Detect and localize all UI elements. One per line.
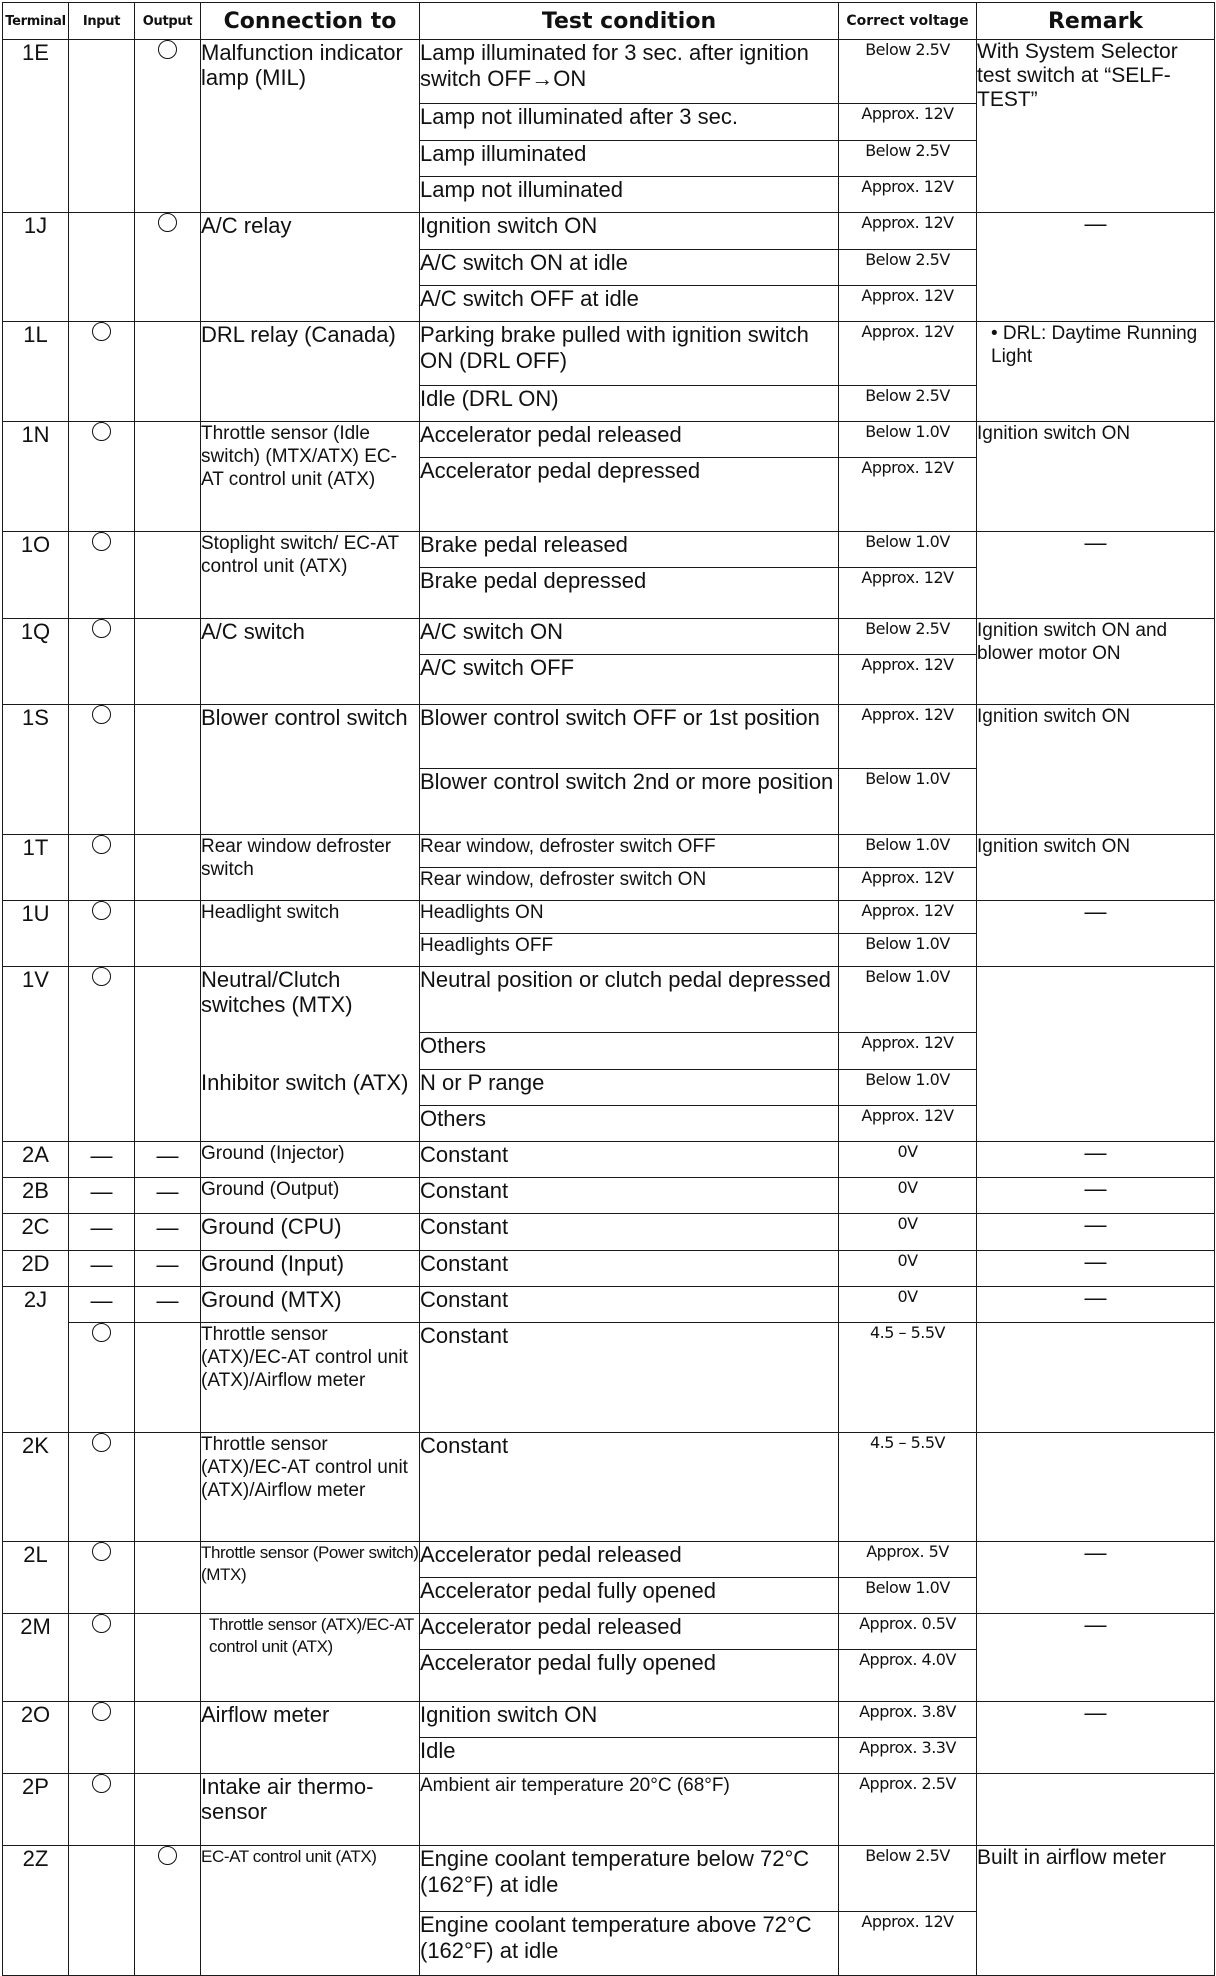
connection-cell: Inhibitor switch (ATX) [201,1070,420,1142]
input-cell [69,422,135,532]
voltage-cell: Below 2.5V [839,141,977,177]
input-dash: — [90,1252,113,1277]
test-condition-cell: Blower control switch OFF or 1st position [420,705,839,769]
voltage-cell: Below 2.5V [839,386,977,422]
remark-dash: — [1084,1140,1107,1165]
test-condition-cell: Others [420,1106,839,1142]
table-row [3,1433,1215,1542]
terminal-cell: 2C [3,1214,69,1251]
input-cell [69,1214,135,1251]
test-condition-cell: Accelerator pedal fully opened [420,1650,839,1702]
input-circle-icon [92,1774,111,1793]
header-connection: Connection to [201,3,420,40]
input-cell [69,322,135,422]
voltage-cell: Approx. 12V [839,868,977,901]
input-circle-icon [92,967,111,986]
test-condition-cell: Blower control switch 2nd or more position [420,769,839,835]
remark-cell [977,1702,1215,1774]
test-condition-cell: Constant [420,1251,839,1287]
remark-dash: — [1084,1540,1107,1565]
remark-dash: — [1084,1612,1107,1637]
header-terminal: Terminal [3,3,69,40]
terminal-cell: 2D [3,1251,69,1287]
table-row [3,1542,1215,1578]
terminal-cell: 2L [3,1542,69,1614]
connection-cell: Stoplight switch/ EC-AT control unit (ATX) [201,532,420,619]
voltage-cell: Below 2.5V [839,40,977,104]
test-condition-cell: Headlights ON [420,901,839,934]
test-condition-cell: Lamp not illuminated [420,177,839,213]
remark-cell [977,1433,1215,1542]
voltage-cell: Approx. 4.0V [839,1650,977,1702]
table-row [3,40,1215,104]
input-cell [69,1702,135,1774]
connection-cell: Throttle sensor (Idle switch) (MTX/ATX) EC-AT control unit (ATX) [201,422,420,532]
remark-cell [977,901,1215,967]
connection-cell: A/C switch [201,619,420,705]
table-row [3,422,1215,458]
voltage-cell: Below 1.0V [839,1070,977,1106]
test-condition-cell: Brake pedal released [420,532,839,568]
output-cell [135,1542,201,1614]
table-row [3,1614,1215,1650]
table-row [3,1323,1215,1433]
remark-cell: With System Selector test switch at “SELF-TEST” [977,40,1215,213]
input-dash: — [90,1215,113,1240]
table-row [3,1178,1215,1214]
test-condition-cell: Ambient air temperature 20°C (68°F) [420,1774,839,1846]
output-cell [135,422,201,532]
remark-cell [977,532,1215,619]
voltage-cell: 4.5 – 5.5V [839,1433,977,1542]
output-circle-icon [158,213,177,232]
remark-cell: Ignition switch ON [977,835,1215,901]
table-row [3,213,1215,250]
terminal-cell: 1L [3,322,69,422]
terminal-cell: 2K [3,1433,69,1542]
input-cell [69,1323,135,1433]
header-remark: Remark [977,3,1215,40]
terminal-cell: 1J [3,213,69,322]
table-row [3,1846,1215,1912]
output-dash: — [156,1288,179,1313]
terminal-cell: 2B [3,1178,69,1214]
terminal-cell: 1T [3,835,69,901]
remark-cell: Ignition switch ON and blower motor ON [977,619,1215,705]
header-correct-voltage: Correct voltage [839,3,977,40]
table-row [3,705,1215,769]
input-circle-icon [92,1614,111,1633]
terminal-cell: 2M [3,1614,69,1702]
input-circle-icon [92,1542,111,1561]
input-dash: — [90,1179,113,1204]
table-row [3,1774,1215,1846]
remark-dash: — [1084,211,1107,236]
remark-cell: Ignition switch ON [977,422,1215,532]
remark-cell [977,1287,1215,1323]
voltage-cell: 0V [839,1142,977,1178]
test-condition-cell: A/C switch ON at idle [420,250,839,286]
output-dash: — [156,1215,179,1240]
test-condition-cell: A/C switch OFF [420,655,839,705]
voltage-cell: Approx. 12V [839,705,977,769]
test-condition-cell: Headlights OFF [420,934,839,967]
remark-dash: — [1084,1285,1107,1310]
terminal-cell: 2J [3,1287,69,1433]
test-condition-cell: Constant [420,1142,839,1178]
connection-cell: EC-AT control unit (ATX) [201,1846,420,1976]
connection-cell: DRL relay (Canada) [201,322,420,422]
test-condition-cell: Ignition switch ON [420,213,839,250]
terminal-cell: 1U [3,901,69,967]
output-cell [135,835,201,901]
terminal-cell: 2Z [3,1846,69,1976]
input-circle-icon [92,1702,111,1721]
remark-dash: — [1084,1249,1107,1274]
test-condition-cell: Parking brake pulled with ignition switch ON (DRL OFF) [420,322,839,386]
connection-cell: Airflow meter [201,1702,420,1774]
output-cell [135,322,201,422]
voltage-cell: Approx. 3.8V [839,1702,977,1738]
connection-cell: Neutral/Clutch switches (MTX) [201,967,420,1070]
connection-cell: Ground (Output) [201,1178,420,1214]
input-circle-icon [92,532,111,551]
remark-dash: — [1084,1176,1107,1201]
test-condition-cell: N or P range [420,1070,839,1106]
table-row [3,1702,1215,1738]
test-condition-cell: Lamp illuminated for 3 sec. after ignition switch OFF→ON [420,40,839,104]
output-cell [135,1774,201,1846]
voltage-cell: Approx. 12V [839,286,977,322]
test-condition-cell: Lamp not illuminated after 3 sec. [420,104,839,141]
remark-cell [977,1542,1215,1614]
input-cell [69,1287,135,1323]
input-cell [69,1614,135,1702]
connection-cell: Ground (Injector) [201,1142,420,1178]
voltage-cell: Approx. 0.5V [839,1614,977,1650]
remark-cell [977,1214,1215,1251]
voltage-cell: Approx. 12V [839,655,977,705]
test-condition-cell: Constant [420,1178,839,1214]
output-dash: — [156,1179,179,1204]
voltage-cell: 0V [839,1251,977,1287]
input-cell [69,1178,135,1214]
connection-cell: Ground (MTX) [201,1287,420,1323]
remark-cell [977,1614,1215,1702]
voltage-cell: Below 1.0V [839,1578,977,1614]
table-row [3,619,1215,655]
voltage-cell: 4.5 – 5.5V [839,1323,977,1433]
voltage-cell: Below 2.5V [839,250,977,286]
connection-cell: Headlight switch [201,901,420,967]
test-condition-cell: A/C switch OFF at idle [420,286,839,322]
output-cell [135,1614,201,1702]
terminal-voltage-table [2,2,1215,1976]
test-condition-cell: Constant [420,1433,839,1542]
connection-cell: Rear window defroster switch [201,835,420,901]
terminal-cell: 2O [3,1702,69,1774]
table-row [3,1214,1215,1251]
input-cell [69,1433,135,1542]
input-dash: — [90,1288,113,1313]
input-cell [69,40,135,213]
terminal-cell: 1E [3,40,69,213]
remark-cell [977,1178,1215,1214]
voltage-cell: 0V [839,1287,977,1323]
test-condition-cell: Constant [420,1287,839,1323]
remark-dash: — [1084,1212,1107,1237]
voltage-cell: Approx. 12V [839,177,977,213]
output-cell [135,619,201,705]
voltage-cell: Approx. 12V [839,322,977,386]
output-cell [135,1214,201,1251]
output-dash: — [156,1143,179,1168]
voltage-cell: 0V [839,1178,977,1214]
test-condition-cell: Accelerator pedal depressed [420,458,839,532]
test-condition-cell: Accelerator pedal released [420,422,839,458]
input-circle-icon [92,1323,111,1342]
output-cell [135,40,201,213]
connection-cell: Blower control switch [201,705,420,835]
test-condition-cell: Neutral position or clutch pedal depressed [420,967,839,1033]
remark-cell [977,1142,1215,1178]
voltage-cell: 0V [839,1214,977,1251]
header-test-condition: Test condition [420,3,839,40]
remark-dash: — [1084,1700,1107,1725]
voltage-cell: Below 1.0V [839,769,977,835]
output-circle-icon [158,40,177,59]
header-row [3,3,1215,40]
table-row [3,532,1215,568]
header-input: Input [69,3,135,40]
input-cell [69,1142,135,1178]
voltage-cell: Below 1.0V [839,422,977,458]
voltage-cell: Below 2.5V [839,619,977,655]
terminal-cell: 2A [3,1142,69,1178]
test-condition-cell: Constant [420,1323,839,1433]
terminal-cell: 1O [3,532,69,619]
remark-cell [977,1323,1215,1433]
connection-cell: Throttle sensor (ATX)/EC-AT control unit (ATX)/Airflow meter [201,1323,420,1433]
remark-cell: Ignition switch ON [977,705,1215,835]
terminal-cell: 1Q [3,619,69,705]
header-output: Output [135,3,201,40]
input-circle-icon [92,619,111,638]
output-cell [135,1142,201,1178]
input-cell [69,835,135,901]
output-cell [135,1323,201,1433]
connection-cell: Throttle sensor (ATX)/EC-AT control unit (ATX) [201,1614,420,1702]
test-condition-cell: Others [420,1033,839,1070]
output-cell [135,1702,201,1774]
test-condition-cell: Accelerator pedal released [420,1542,839,1578]
input-cell [69,619,135,705]
table-row [3,322,1215,386]
voltage-cell: Approx. 12V [839,1106,977,1142]
input-cell [69,532,135,619]
input-circle-icon [92,835,111,854]
test-condition-cell: Engine coolant temperature below 72°C (162°F) at idle [420,1846,839,1912]
terminal-cell: 1S [3,705,69,835]
test-condition-cell: Rear window, defroster switch ON [420,868,839,901]
remark-cell [977,1251,1215,1287]
test-condition-cell: Constant [420,1214,839,1251]
voltage-cell: Below 1.0V [839,934,977,967]
test-condition-cell: A/C switch ON [420,619,839,655]
voltage-cell: Approx. 2.5V [839,1774,977,1846]
test-condition-cell: Rear window, defroster switch OFF [420,835,839,868]
input-circle-icon [92,322,111,341]
input-circle-icon [92,705,111,724]
table-row [3,835,1215,868]
output-cell [135,213,201,322]
test-condition-cell: Idle [420,1738,839,1774]
remark-cell: • DRL: Daytime Running Light [977,322,1215,422]
input-cell [69,901,135,967]
test-condition-cell: Engine coolant temperature above 72°C (162°F) at idle [420,1912,839,1976]
test-condition-cell: Brake pedal depressed [420,568,839,619]
remark-dash: — [1084,530,1107,555]
voltage-cell: Approx. 5V [839,1542,977,1578]
voltage-cell: Below 1.0V [839,967,977,1033]
remark-cell [977,213,1215,322]
test-condition-cell: Idle (DRL ON) [420,386,839,422]
test-condition-cell: Accelerator pedal fully opened [420,1578,839,1614]
voltage-cell: Approx. 12V [839,1912,977,1976]
voltage-cell: Below 1.0V [839,835,977,868]
table-row [3,901,1215,934]
output-cell [135,1251,201,1287]
input-cell [69,213,135,322]
voltage-cell: Approx. 12V [839,1033,977,1070]
input-cell [69,967,135,1142]
output-cell [135,967,201,1142]
input-cell [69,1251,135,1287]
remark-dash: — [1084,899,1107,924]
connection-cell: A/C relay [201,213,420,322]
table-row [3,1142,1215,1178]
connection-cell: Malfunction indicator lamp (MIL) [201,40,420,213]
voltage-cell: Approx. 12V [839,104,977,141]
connection-cell: Ground (CPU) [201,1214,420,1251]
remark-cell [977,1774,1215,1846]
voltage-cell: Below 1.0V [839,532,977,568]
test-condition-cell: Ignition switch ON [420,1702,839,1738]
voltage-cell: Approx. 12V [839,458,977,532]
input-cell [69,1846,135,1976]
remark-cell [977,967,1215,1142]
remark-cell: Built in airflow meter [977,1846,1215,1976]
terminal-cell: 1N [3,422,69,532]
connection-cell: Intake air thermo-sensor [201,1774,420,1846]
output-cell [135,705,201,835]
input-circle-icon [92,1433,111,1452]
output-circle-icon [158,1846,177,1865]
output-cell [135,532,201,619]
table-row [3,1251,1215,1287]
input-circle-icon [92,422,111,441]
input-cell [69,1542,135,1614]
output-cell [135,901,201,967]
voltage-cell: Below 2.5V [839,1846,977,1912]
table-row [3,1287,1215,1323]
test-condition-cell: Lamp illuminated [420,141,839,177]
connection-cell: Throttle sensor (Power switch) (MTX) [201,1542,420,1614]
input-cell [69,1774,135,1846]
output-cell [135,1287,201,1323]
voltage-cell: Approx. 12V [839,901,977,934]
connection-cell: Ground (Input) [201,1251,420,1287]
output-cell [135,1178,201,1214]
input-cell [69,705,135,835]
input-dash: — [90,1143,113,1168]
terminal-cell: 2P [3,1774,69,1846]
connection-cell: Throttle sensor (ATX)/EC-AT control unit (ATX)/Airflow meter [201,1433,420,1542]
table-row [3,967,1215,1033]
voltage-cell: Approx. 12V [839,213,977,250]
output-dash: — [156,1252,179,1277]
test-condition-cell: Accelerator pedal released [420,1614,839,1650]
output-cell [135,1433,201,1542]
terminal-cell: 1V [3,967,69,1142]
input-circle-icon [92,901,111,920]
voltage-cell: Approx. 12V [839,568,977,619]
output-cell [135,1846,201,1976]
voltage-cell: Approx. 3.3V [839,1738,977,1774]
